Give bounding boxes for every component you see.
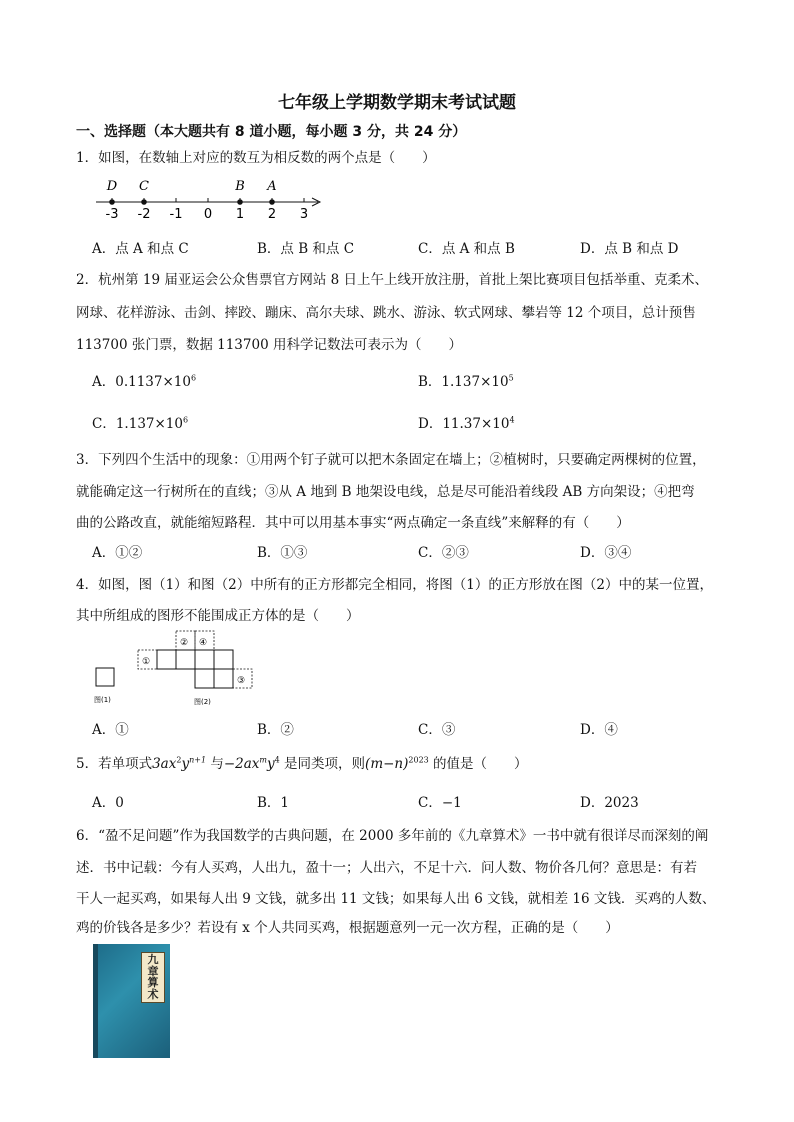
number-line-tick-label: 0	[203, 207, 213, 222]
question-3-line-2: 就能确定这一行树所在的直线；③从 A 地到 B 地架设电线，总是尽可能沿着线段 AB 方向架设；④把弯	[76, 484, 695, 500]
q1-option-c: C．点 A 和点 B	[418, 241, 515, 257]
marker-4: ④	[199, 638, 208, 648]
question-6-line-1: 6．“盈不足问题”作为我国数学的古典问题，在 2000 多年前的《九章算术》一书中就有很详尽而深刻的阐	[76, 828, 709, 844]
q4-option-b: B．②	[257, 722, 294, 738]
number-line-tick-label: -3	[105, 207, 119, 222]
q4-option-d: D．④	[580, 722, 618, 738]
net-square	[214, 650, 233, 669]
question-5-stem: 5．若单项式$3ax^2y^{n+1}$ 与$-2ax^my^4$ 是同类项，则$(m-n)^{2023}$ 的值是（ ）	[76, 755, 528, 772]
net-square	[157, 650, 176, 669]
number-line-tick-label: 2	[267, 207, 277, 222]
number-line-point-C	[141, 199, 147, 205]
number-line-point-label: C	[139, 179, 149, 194]
number-line-tick-label: 3	[299, 207, 309, 222]
q2-option-c: C．$1.137\times 10^6$	[92, 415, 189, 432]
q3-option-d: D．③④	[580, 545, 632, 561]
question-1-stem: 1．如图，在数轴上对应的数互为相反数的两个点是（ ）	[76, 150, 436, 166]
number-line-figure	[90, 174, 330, 224]
number-line-point-D	[109, 199, 115, 205]
q5-option-d: D．2023	[580, 795, 639, 811]
number-line-point-B	[237, 199, 243, 205]
marker-1: ①	[142, 657, 151, 667]
page-title: 七年级上学期数学期末考试试题	[278, 93, 516, 113]
question-6-line-4: 鸡的价钱各是多少？若设有 x 个人共同买鸡，根据题意列一元一次方程，正确的是（ ）	[76, 920, 619, 936]
number-line-point-label: D	[106, 179, 118, 194]
q5-option-c: C．−1	[418, 795, 462, 811]
question-3-line-1: 3．下列四个生活中的现象：①用两个钉子就可以把木条固定在墙上；②植树时，只要确定两棵树的位置，	[76, 452, 706, 468]
marker-2: ②	[180, 638, 189, 648]
number-line-point-label: B	[235, 179, 245, 194]
q3-option-c: C．②③	[418, 545, 469, 561]
net-square	[214, 669, 233, 688]
book-title-label: 九 章 算 术	[141, 952, 165, 1003]
question-3-line-3: 曲的公路改直，就能缩短路程．其中可以用基本事实“两点确定一条直线”来解释的有（ ）	[76, 515, 630, 531]
question-6-line-2: 述．书中记载：今有人买鸡，人出九，盈十一；人出六，不足十六．问人数、物价各几何？意思是：有若	[76, 860, 697, 876]
q2-option-d: D．$11.37\times 10^4$	[418, 415, 515, 432]
number-line-tick-label: 1	[235, 207, 245, 222]
q4-option-a: A．①	[92, 722, 129, 738]
q1-option-a: A．点 A 和点 C	[92, 241, 189, 257]
question-6-line-3: 干人一起买鸡，如果每人出 9 文钱，就多出 11 文钱；如果每人出 6 文钱，就相差 16 文钱．买鸡的人数、	[76, 891, 716, 907]
q1-option-b: B．点 B 和点 C	[257, 241, 355, 257]
cube-net-figure	[92, 630, 267, 710]
number-line-point-label: A	[267, 179, 277, 194]
q2-option-a: A．$0.1137\times 10^6$	[92, 373, 197, 390]
net-square	[195, 669, 214, 688]
number-line-point-A	[269, 199, 275, 205]
question-2-line-3: 113700 张门票，数据 113700 用科学记数法可表示为（ ）	[76, 337, 462, 353]
book-cover-image	[93, 944, 170, 1058]
q1-option-d: D．点 B 和点 D	[580, 241, 679, 257]
net-square	[176, 650, 195, 669]
question-4-line-1: 4．如图，图（1）和图（2）中所有的正方形都完全相同，将图（1）的正方形放在图（2）中的某一位置，	[76, 577, 713, 593]
number-line-tick-label: -1	[169, 207, 183, 222]
figure-2-label: 图(2)	[194, 698, 211, 706]
q5-option-a: A．0	[92, 795, 124, 811]
number-line-tick-label: -2	[137, 207, 151, 222]
q3-option-b: B．①③	[257, 545, 308, 561]
figure-1-label: 图(1)	[94, 696, 111, 704]
net-square	[195, 650, 214, 669]
q3-option-a: A．①②	[92, 545, 143, 561]
question-2-line-1: 2．杭州第 19 届亚运会公众售票官方网站 8 日上午上线开放注册，首批上架比赛项目包括举重、克柔术、	[76, 272, 709, 288]
figure-1-square	[96, 668, 114, 686]
section-header: 一、选择题（本大题共有 8 道小题，每小题 3 分，共 24 分）	[76, 124, 467, 140]
question-2-line-2: 网球、花样游泳、击剑、摔跤、蹦床、高尔夫球、跳水、游泳、软式网球、攀岩等 12 个项目，总计预售	[76, 305, 696, 321]
question-4-line-2: 其中所组成的图形不能围成正方体的是（ ）	[76, 608, 360, 624]
q2-option-b: B．$1.137\times 10^5$	[418, 373, 514, 390]
q4-option-c: C．③	[418, 722, 456, 738]
q5-option-b: B．1	[257, 795, 290, 811]
marker-3: ③	[237, 676, 246, 686]
